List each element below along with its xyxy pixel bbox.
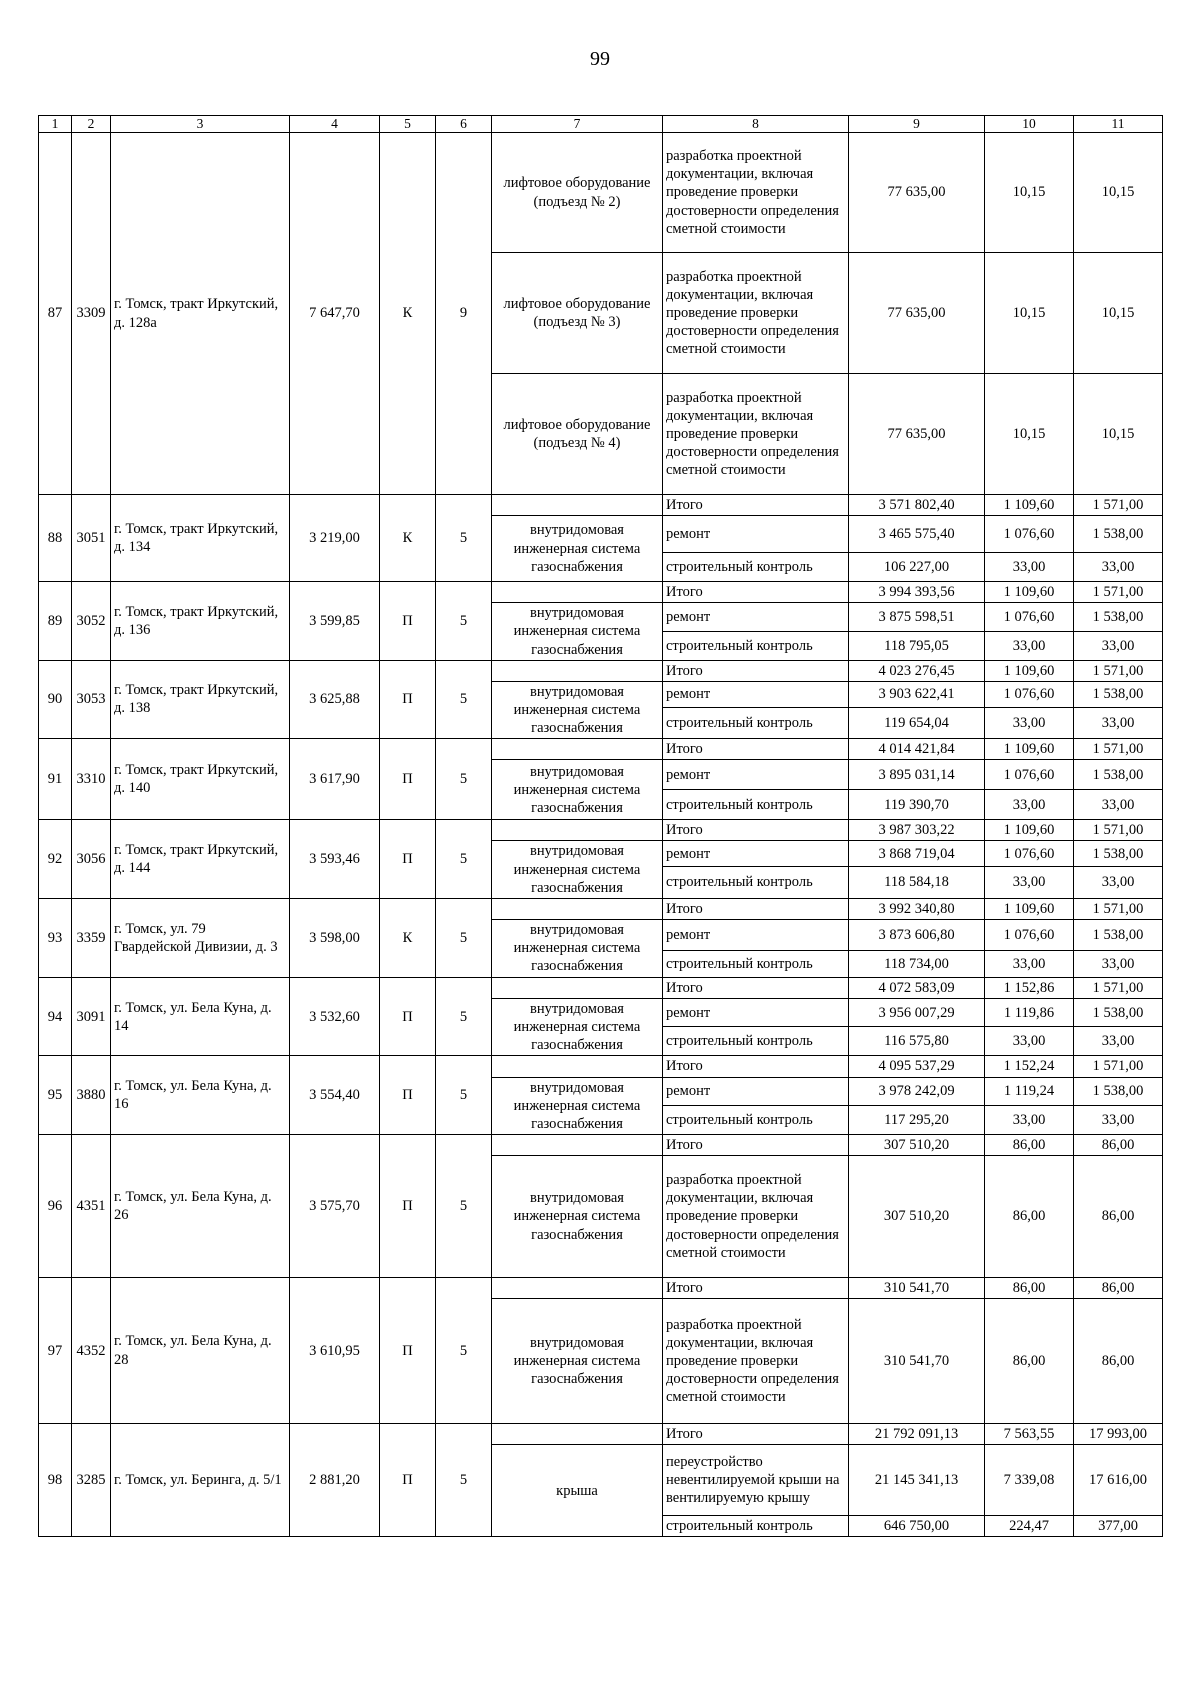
unit-cost-value: 10,15 bbox=[985, 253, 1074, 374]
limit-value: 1 571,00 bbox=[1074, 582, 1163, 603]
element-empty bbox=[492, 582, 663, 603]
unit-cost-value: 33,00 bbox=[985, 631, 1074, 660]
house-id: 4352 bbox=[72, 1278, 111, 1424]
total-label: Итого bbox=[663, 1134, 849, 1155]
element-name: внутридомовая инженерная система газоснабжения bbox=[492, 1077, 663, 1134]
cost-value: 4 072 583,09 bbox=[849, 977, 985, 998]
cost-value: 3 571 802,40 bbox=[849, 495, 985, 516]
element-empty bbox=[492, 977, 663, 998]
house-id: 3052 bbox=[72, 582, 111, 661]
house-type: П bbox=[380, 739, 436, 820]
unit-cost-value: 86,00 bbox=[985, 1278, 1074, 1299]
unit-cost-value: 33,00 bbox=[985, 707, 1074, 739]
col-header: 11 bbox=[1074, 116, 1163, 133]
total-label: Итого bbox=[663, 820, 849, 841]
element-name: лифтовое оборудование (подъезд № 3) bbox=[492, 253, 663, 374]
total-label: Итого bbox=[663, 977, 849, 998]
address: г. Томск, ул. Бела Куна, д. 26 bbox=[111, 1134, 290, 1277]
row-number: 89 bbox=[39, 582, 72, 661]
unit-cost-value: 1 109,60 bbox=[985, 739, 1074, 760]
unit-cost-value: 1 076,60 bbox=[985, 841, 1074, 867]
floors: 5 bbox=[436, 1134, 492, 1277]
limit-value: 1 571,00 bbox=[1074, 977, 1163, 998]
limit-value: 1 538,00 bbox=[1074, 516, 1163, 553]
limit-value: 33,00 bbox=[1074, 707, 1163, 739]
house-id: 3053 bbox=[72, 660, 111, 739]
total-row bbox=[39, 495, 1163, 516]
floors: 9 bbox=[436, 133, 492, 495]
unit-cost-value: 7 339,08 bbox=[985, 1445, 1074, 1516]
limit-value: 33,00 bbox=[1074, 950, 1163, 977]
unit-cost-value: 10,15 bbox=[985, 133, 1074, 253]
unit-cost-value: 1 152,86 bbox=[985, 977, 1074, 998]
work-type: строительный контроль bbox=[663, 1516, 849, 1537]
work-type: строительный контроль bbox=[663, 867, 849, 899]
unit-cost-value: 33,00 bbox=[985, 1027, 1074, 1056]
area: 3 593,46 bbox=[290, 820, 380, 899]
work-type: разработка проектной документации, включая проведение проверки достоверности определения сметной стоимости bbox=[663, 253, 849, 374]
unit-cost-value: 1 109,60 bbox=[985, 582, 1074, 603]
element-empty bbox=[492, 1278, 663, 1299]
cost-value: 3 868 719,04 bbox=[849, 841, 985, 867]
house-type: П bbox=[380, 1056, 436, 1135]
work-type: строительный контроль bbox=[663, 790, 849, 820]
cost-value: 307 510,20 bbox=[849, 1156, 985, 1278]
floors: 5 bbox=[436, 1056, 492, 1135]
house-type: П bbox=[380, 582, 436, 661]
limit-value: 33,00 bbox=[1074, 790, 1163, 820]
limit-value: 1 538,00 bbox=[1074, 760, 1163, 790]
unit-cost-value: 33,00 bbox=[985, 553, 1074, 582]
area: 7 647,70 bbox=[290, 133, 380, 495]
unit-cost-value: 33,00 bbox=[985, 1105, 1074, 1134]
work-type: ремонт bbox=[663, 681, 849, 707]
col-header: 1 bbox=[39, 116, 72, 133]
limit-value: 1 571,00 bbox=[1074, 1056, 1163, 1077]
unit-cost-value: 1 076,60 bbox=[985, 603, 1074, 632]
element-empty bbox=[492, 1056, 663, 1077]
house-id: 3359 bbox=[72, 898, 111, 977]
row-number: 92 bbox=[39, 820, 72, 899]
limit-value: 10,15 bbox=[1074, 253, 1163, 374]
house-type: К bbox=[380, 495, 436, 582]
house-id: 4351 bbox=[72, 1134, 111, 1277]
total-row bbox=[39, 1424, 1163, 1445]
unit-cost-value: 33,00 bbox=[985, 790, 1074, 820]
col-header: 7 bbox=[492, 116, 663, 133]
floors: 5 bbox=[436, 582, 492, 661]
cost-value: 118 584,18 bbox=[849, 867, 985, 899]
limit-value: 86,00 bbox=[1074, 1278, 1163, 1299]
element-empty bbox=[492, 660, 663, 681]
cost-value: 3 875 598,51 bbox=[849, 603, 985, 632]
unit-cost-value: 33,00 bbox=[985, 950, 1074, 977]
row-number: 95 bbox=[39, 1056, 72, 1135]
cost-value: 3 956 007,29 bbox=[849, 999, 985, 1027]
area: 3 532,60 bbox=[290, 977, 380, 1056]
row-number: 91 bbox=[39, 739, 72, 820]
total-row bbox=[39, 1278, 1163, 1299]
row-number: 90 bbox=[39, 660, 72, 739]
address: г. Томск, ул. Бела Куна, д. 14 bbox=[111, 977, 290, 1056]
work-type: ремонт bbox=[663, 999, 849, 1027]
limit-value: 86,00 bbox=[1074, 1299, 1163, 1424]
limit-value: 33,00 bbox=[1074, 553, 1163, 582]
element-empty bbox=[492, 820, 663, 841]
area: 2 881,20 bbox=[290, 1424, 380, 1537]
cost-value: 3 978 242,09 bbox=[849, 1077, 985, 1105]
address: г. Томск, тракт Иркутский, д. 140 bbox=[111, 739, 290, 820]
total-label: Итого bbox=[663, 1056, 849, 1077]
unit-cost-value: 1 119,86 bbox=[985, 999, 1074, 1027]
house-id: 3091 bbox=[72, 977, 111, 1056]
unit-cost-value: 1 076,60 bbox=[985, 681, 1074, 707]
element-empty bbox=[492, 1134, 663, 1155]
work-type: строительный контроль bbox=[663, 950, 849, 977]
floors: 5 bbox=[436, 495, 492, 582]
house-id: 3285 bbox=[72, 1424, 111, 1537]
limit-value: 17 616,00 bbox=[1074, 1445, 1163, 1516]
area: 3 598,00 bbox=[290, 898, 380, 977]
row-number: 93 bbox=[39, 898, 72, 977]
cost-value: 77 635,00 bbox=[849, 374, 985, 495]
floors: 5 bbox=[436, 820, 492, 899]
cost-value: 310 541,70 bbox=[849, 1299, 985, 1424]
total-row bbox=[39, 660, 1163, 681]
limit-value: 1 538,00 bbox=[1074, 603, 1163, 632]
cost-value: 21 792 091,13 bbox=[849, 1424, 985, 1445]
address: г. Томск, ул. Бела Куна, д. 16 bbox=[111, 1056, 290, 1135]
cost-value: 3 987 303,22 bbox=[849, 820, 985, 841]
limit-value: 33,00 bbox=[1074, 1105, 1163, 1134]
total-row bbox=[39, 582, 1163, 603]
house-type: К bbox=[380, 133, 436, 495]
total-label: Итого bbox=[663, 495, 849, 516]
total-row bbox=[39, 1056, 1163, 1077]
cost-value: 3 465 575,40 bbox=[849, 516, 985, 553]
work-type: ремонт bbox=[663, 516, 849, 553]
work-type: строительный контроль bbox=[663, 631, 849, 660]
floors: 5 bbox=[436, 1424, 492, 1537]
limit-value: 1 571,00 bbox=[1074, 660, 1163, 681]
element-name: внутридомовая инженерная система газоснабжения bbox=[492, 1299, 663, 1424]
unit-cost-value: 1 076,60 bbox=[985, 919, 1074, 950]
address: г. Томск, тракт Иркутский, д. 144 bbox=[111, 820, 290, 899]
capital-repair-table bbox=[38, 115, 1163, 1537]
floors: 5 bbox=[436, 1278, 492, 1424]
limit-value: 1 538,00 bbox=[1074, 919, 1163, 950]
element-name: внутридомовая инженерная система газоснабжения bbox=[492, 841, 663, 898]
cost-value: 3 994 393,56 bbox=[849, 582, 985, 603]
element-name: лифтовое оборудование (подъезд № 4) bbox=[492, 374, 663, 495]
work-type: строительный контроль bbox=[663, 707, 849, 739]
cost-value: 307 510,20 bbox=[849, 1134, 985, 1155]
total-label: Итого bbox=[663, 739, 849, 760]
total-row bbox=[39, 1134, 1163, 1155]
unit-cost-value: 1 109,60 bbox=[985, 495, 1074, 516]
limit-value: 86,00 bbox=[1074, 1134, 1163, 1155]
total-row bbox=[39, 820, 1163, 841]
cost-value: 310 541,70 bbox=[849, 1278, 985, 1299]
house-type: К bbox=[380, 898, 436, 977]
cost-value: 77 635,00 bbox=[849, 133, 985, 253]
row-number: 87 bbox=[39, 133, 72, 495]
total-row bbox=[39, 898, 1163, 919]
cost-value: 4 095 537,29 bbox=[849, 1056, 985, 1077]
work-type: ремонт bbox=[663, 760, 849, 790]
element-name: внутридомовая инженерная система газоснабжения bbox=[492, 1156, 663, 1278]
unit-cost-value: 224,47 bbox=[985, 1516, 1074, 1537]
limit-value: 33,00 bbox=[1074, 631, 1163, 660]
address: г. Томск, тракт Иркутский, д. 128а bbox=[111, 133, 290, 495]
element-name: внутридомовая инженерная система газоснабжения bbox=[492, 760, 663, 820]
col-header: 2 bbox=[72, 116, 111, 133]
unit-cost-value: 1 109,60 bbox=[985, 820, 1074, 841]
unit-cost-value: 86,00 bbox=[985, 1156, 1074, 1278]
work-type: ремонт bbox=[663, 919, 849, 950]
unit-cost-value: 10,15 bbox=[985, 374, 1074, 495]
limit-value: 10,15 bbox=[1074, 374, 1163, 495]
address: г. Томск, тракт Иркутский, д. 136 bbox=[111, 582, 290, 661]
area: 3 575,70 bbox=[290, 1134, 380, 1277]
house-type: П bbox=[380, 1134, 436, 1277]
cost-value: 77 635,00 bbox=[849, 253, 985, 374]
element-name: лифтовое оборудование (подъезд № 2) bbox=[492, 133, 663, 253]
total-label: Итого bbox=[663, 660, 849, 681]
area: 3 617,90 bbox=[290, 739, 380, 820]
work-type: ремонт bbox=[663, 603, 849, 632]
unit-cost-value: 1 109,60 bbox=[985, 898, 1074, 919]
col-header: 10 bbox=[985, 116, 1074, 133]
area: 3 599,85 bbox=[290, 582, 380, 661]
table-row bbox=[39, 133, 1163, 253]
work-type: разработка проектной документации, включая проведение проверки достоверности определения сметной стоимости bbox=[663, 133, 849, 253]
work-type: строительный контроль bbox=[663, 1027, 849, 1056]
house-type: П bbox=[380, 820, 436, 899]
col-header: 6 bbox=[436, 116, 492, 133]
cost-value: 119 390,70 bbox=[849, 790, 985, 820]
limit-value: 377,00 bbox=[1074, 1516, 1163, 1537]
work-type: ремонт bbox=[663, 841, 849, 867]
cost-value: 117 295,20 bbox=[849, 1105, 985, 1134]
unit-cost-value: 1 076,60 bbox=[985, 516, 1074, 553]
house-type: П bbox=[380, 1278, 436, 1424]
row-number: 97 bbox=[39, 1278, 72, 1424]
cost-value: 3 903 622,41 bbox=[849, 681, 985, 707]
house-type: П bbox=[380, 1424, 436, 1537]
cost-value: 3 873 606,80 bbox=[849, 919, 985, 950]
address: г. Томск, ул. Бела Куна, д. 28 bbox=[111, 1278, 290, 1424]
limit-value: 1 538,00 bbox=[1074, 681, 1163, 707]
house-type: П bbox=[380, 660, 436, 739]
address: г. Томск, тракт Иркутский, д. 134 bbox=[111, 495, 290, 582]
limit-value: 1 538,00 bbox=[1074, 1077, 1163, 1105]
page-number: 99 bbox=[590, 48, 610, 70]
unit-cost-value: 1 119,24 bbox=[985, 1077, 1074, 1105]
cost-value: 21 145 341,13 bbox=[849, 1445, 985, 1516]
total-label: Итого bbox=[663, 898, 849, 919]
unit-cost-value: 1 076,60 bbox=[985, 760, 1074, 790]
floors: 5 bbox=[436, 660, 492, 739]
work-type: строительный контроль bbox=[663, 553, 849, 582]
work-type: разработка проектной документации, включая проведение проверки достоверности определения сметной стоимости bbox=[663, 1299, 849, 1424]
element-empty bbox=[492, 739, 663, 760]
col-header: 4 bbox=[290, 116, 380, 133]
limit-value: 33,00 bbox=[1074, 867, 1163, 899]
row-number: 88 bbox=[39, 495, 72, 582]
element-name: внутридомовая инженерная система газоснабжения bbox=[492, 919, 663, 977]
work-type: переустройство невентилируемой крыши на вентилируемую крышу bbox=[663, 1445, 849, 1516]
area: 3 625,88 bbox=[290, 660, 380, 739]
cost-value: 4 014 421,84 bbox=[849, 739, 985, 760]
element-name: внутридомовая инженерная система газоснабжения bbox=[492, 999, 663, 1056]
cost-value: 106 227,00 bbox=[849, 553, 985, 582]
limit-value: 33,00 bbox=[1074, 1027, 1163, 1056]
col-header: 5 bbox=[380, 116, 436, 133]
house-id: 3310 bbox=[72, 739, 111, 820]
limit-value: 17 993,00 bbox=[1074, 1424, 1163, 1445]
work-type: строительный контроль bbox=[663, 1105, 849, 1134]
row-number: 94 bbox=[39, 977, 72, 1056]
limit-value: 1 571,00 bbox=[1074, 495, 1163, 516]
total-label: Итого bbox=[663, 1278, 849, 1299]
cost-value: 118 734,00 bbox=[849, 950, 985, 977]
address: г. Томск, ул. Беринга, д. 5/1 bbox=[111, 1424, 290, 1537]
limit-value: 1 571,00 bbox=[1074, 820, 1163, 841]
limit-value: 1 571,00 bbox=[1074, 898, 1163, 919]
element-name: внутридомовая инженерная система газоснабжения bbox=[492, 681, 663, 738]
element-name: внутридомовая инженерная система газоснабжения bbox=[492, 603, 663, 660]
limit-value: 1 538,00 bbox=[1074, 999, 1163, 1027]
unit-cost-value: 33,00 bbox=[985, 867, 1074, 899]
work-type: ремонт bbox=[663, 1077, 849, 1105]
element-name: крыша bbox=[492, 1445, 663, 1537]
limit-value: 86,00 bbox=[1074, 1156, 1163, 1278]
column-number-row bbox=[39, 116, 1163, 133]
col-header: 9 bbox=[849, 116, 985, 133]
total-row bbox=[39, 739, 1163, 760]
house-id: 3880 bbox=[72, 1056, 111, 1135]
cost-value: 4 023 276,45 bbox=[849, 660, 985, 681]
element-empty bbox=[492, 898, 663, 919]
house-type: П bbox=[380, 977, 436, 1056]
address: г. Томск, тракт Иркутский, д. 138 bbox=[111, 660, 290, 739]
work-type: разработка проектной документации, включая проведение проверки достоверности определения сметной стоимости bbox=[663, 374, 849, 495]
col-header: 3 bbox=[111, 116, 290, 133]
limit-value: 1 538,00 bbox=[1074, 841, 1163, 867]
total-row bbox=[39, 977, 1163, 998]
unit-cost-value: 1 109,60 bbox=[985, 660, 1074, 681]
cost-value: 118 795,05 bbox=[849, 631, 985, 660]
address: г. Томск, ул. 79 Гвардейской Дивизии, д. 3 bbox=[111, 898, 290, 977]
cost-value: 646 750,00 bbox=[849, 1516, 985, 1537]
cost-value: 116 575,80 bbox=[849, 1027, 985, 1056]
total-label: Итого bbox=[663, 582, 849, 603]
area: 3 610,95 bbox=[290, 1278, 380, 1424]
unit-cost-value: 86,00 bbox=[985, 1299, 1074, 1424]
limit-value: 1 571,00 bbox=[1074, 739, 1163, 760]
element-empty bbox=[492, 495, 663, 516]
row-number: 98 bbox=[39, 1424, 72, 1537]
house-id: 3051 bbox=[72, 495, 111, 582]
element-empty bbox=[492, 1424, 663, 1445]
row-number: 96 bbox=[39, 1134, 72, 1277]
unit-cost-value: 7 563,55 bbox=[985, 1424, 1074, 1445]
cost-value: 3 992 340,80 bbox=[849, 898, 985, 919]
cost-value: 119 654,04 bbox=[849, 707, 985, 739]
floors: 5 bbox=[436, 977, 492, 1056]
unit-cost-value: 1 152,24 bbox=[985, 1056, 1074, 1077]
house-id: 3056 bbox=[72, 820, 111, 899]
area: 3 554,40 bbox=[290, 1056, 380, 1135]
limit-value: 10,15 bbox=[1074, 133, 1163, 253]
element-name: внутридомовая инженерная система газоснабжения bbox=[492, 516, 663, 582]
floors: 5 bbox=[436, 739, 492, 820]
cost-value: 3 895 031,14 bbox=[849, 760, 985, 790]
total-label: Итого bbox=[663, 1424, 849, 1445]
work-type: разработка проектной документации, включая проведение проверки достоверности определения сметной стоимости bbox=[663, 1156, 849, 1278]
floors: 5 bbox=[436, 898, 492, 977]
unit-cost-value: 86,00 bbox=[985, 1134, 1074, 1155]
house-id: 3309 bbox=[72, 133, 111, 495]
col-header: 8 bbox=[663, 116, 849, 133]
area: 3 219,00 bbox=[290, 495, 380, 582]
